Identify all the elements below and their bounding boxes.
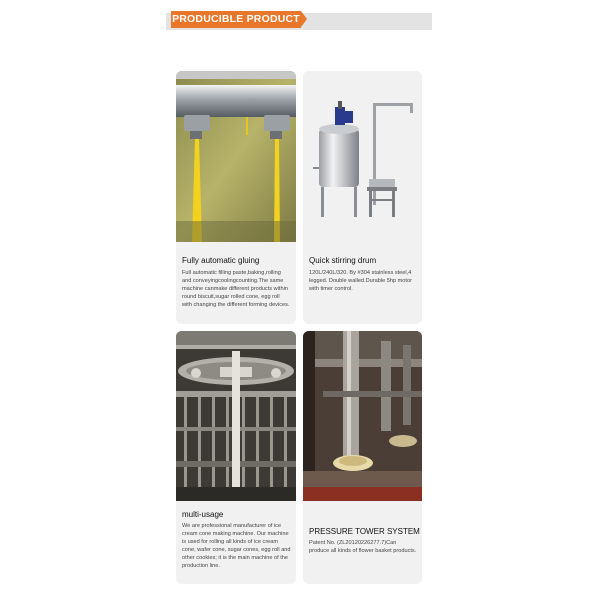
card-title: Quick stirring drum bbox=[309, 256, 377, 265]
rotary-machine-photo bbox=[176, 331, 296, 501]
gluing-machine-photo bbox=[176, 71, 296, 242]
section-title: PRODUCIBLE PRODUCT bbox=[171, 11, 301, 28]
card-title: PRESSURE TOWER SYSTEM bbox=[309, 527, 420, 536]
card-description: Patent No. (ZL201202262​77.7)Can produce all kinds of flower basket products. bbox=[309, 540, 417, 554]
product-card-stirring-drum bbox=[303, 71, 422, 324]
product-card-pressure-tower bbox=[303, 331, 422, 584]
card-description: Full automatic filling paste,baking,rolling and conveyingcoolingcounting.The same machine canmake different products within round biscuit,sugar rolled cone, egg roll with changing the different forming devices. bbox=[182, 270, 290, 308]
card-title: multi-usage bbox=[182, 510, 224, 519]
stirring-drum-photo bbox=[303, 71, 422, 242]
product-card-gluing bbox=[176, 71, 296, 324]
card-description: We are professional manufacturer of ice cream cone making machine. Our machine is used for rolling all kinds of ice cream cone, wafer cone, sugar cones, egg roll and other cookies; it is the main machine of the production line. bbox=[182, 523, 291, 569]
product-card-multi-usage bbox=[176, 331, 296, 584]
card-title: Fully automatic gluing bbox=[182, 256, 260, 265]
card-description: 120L/240L/320. By #304 stainless steel,4 legged. Double walled.Durable 5hp motor with timer control. bbox=[309, 270, 412, 292]
pressure-tower-photo bbox=[303, 331, 422, 501]
